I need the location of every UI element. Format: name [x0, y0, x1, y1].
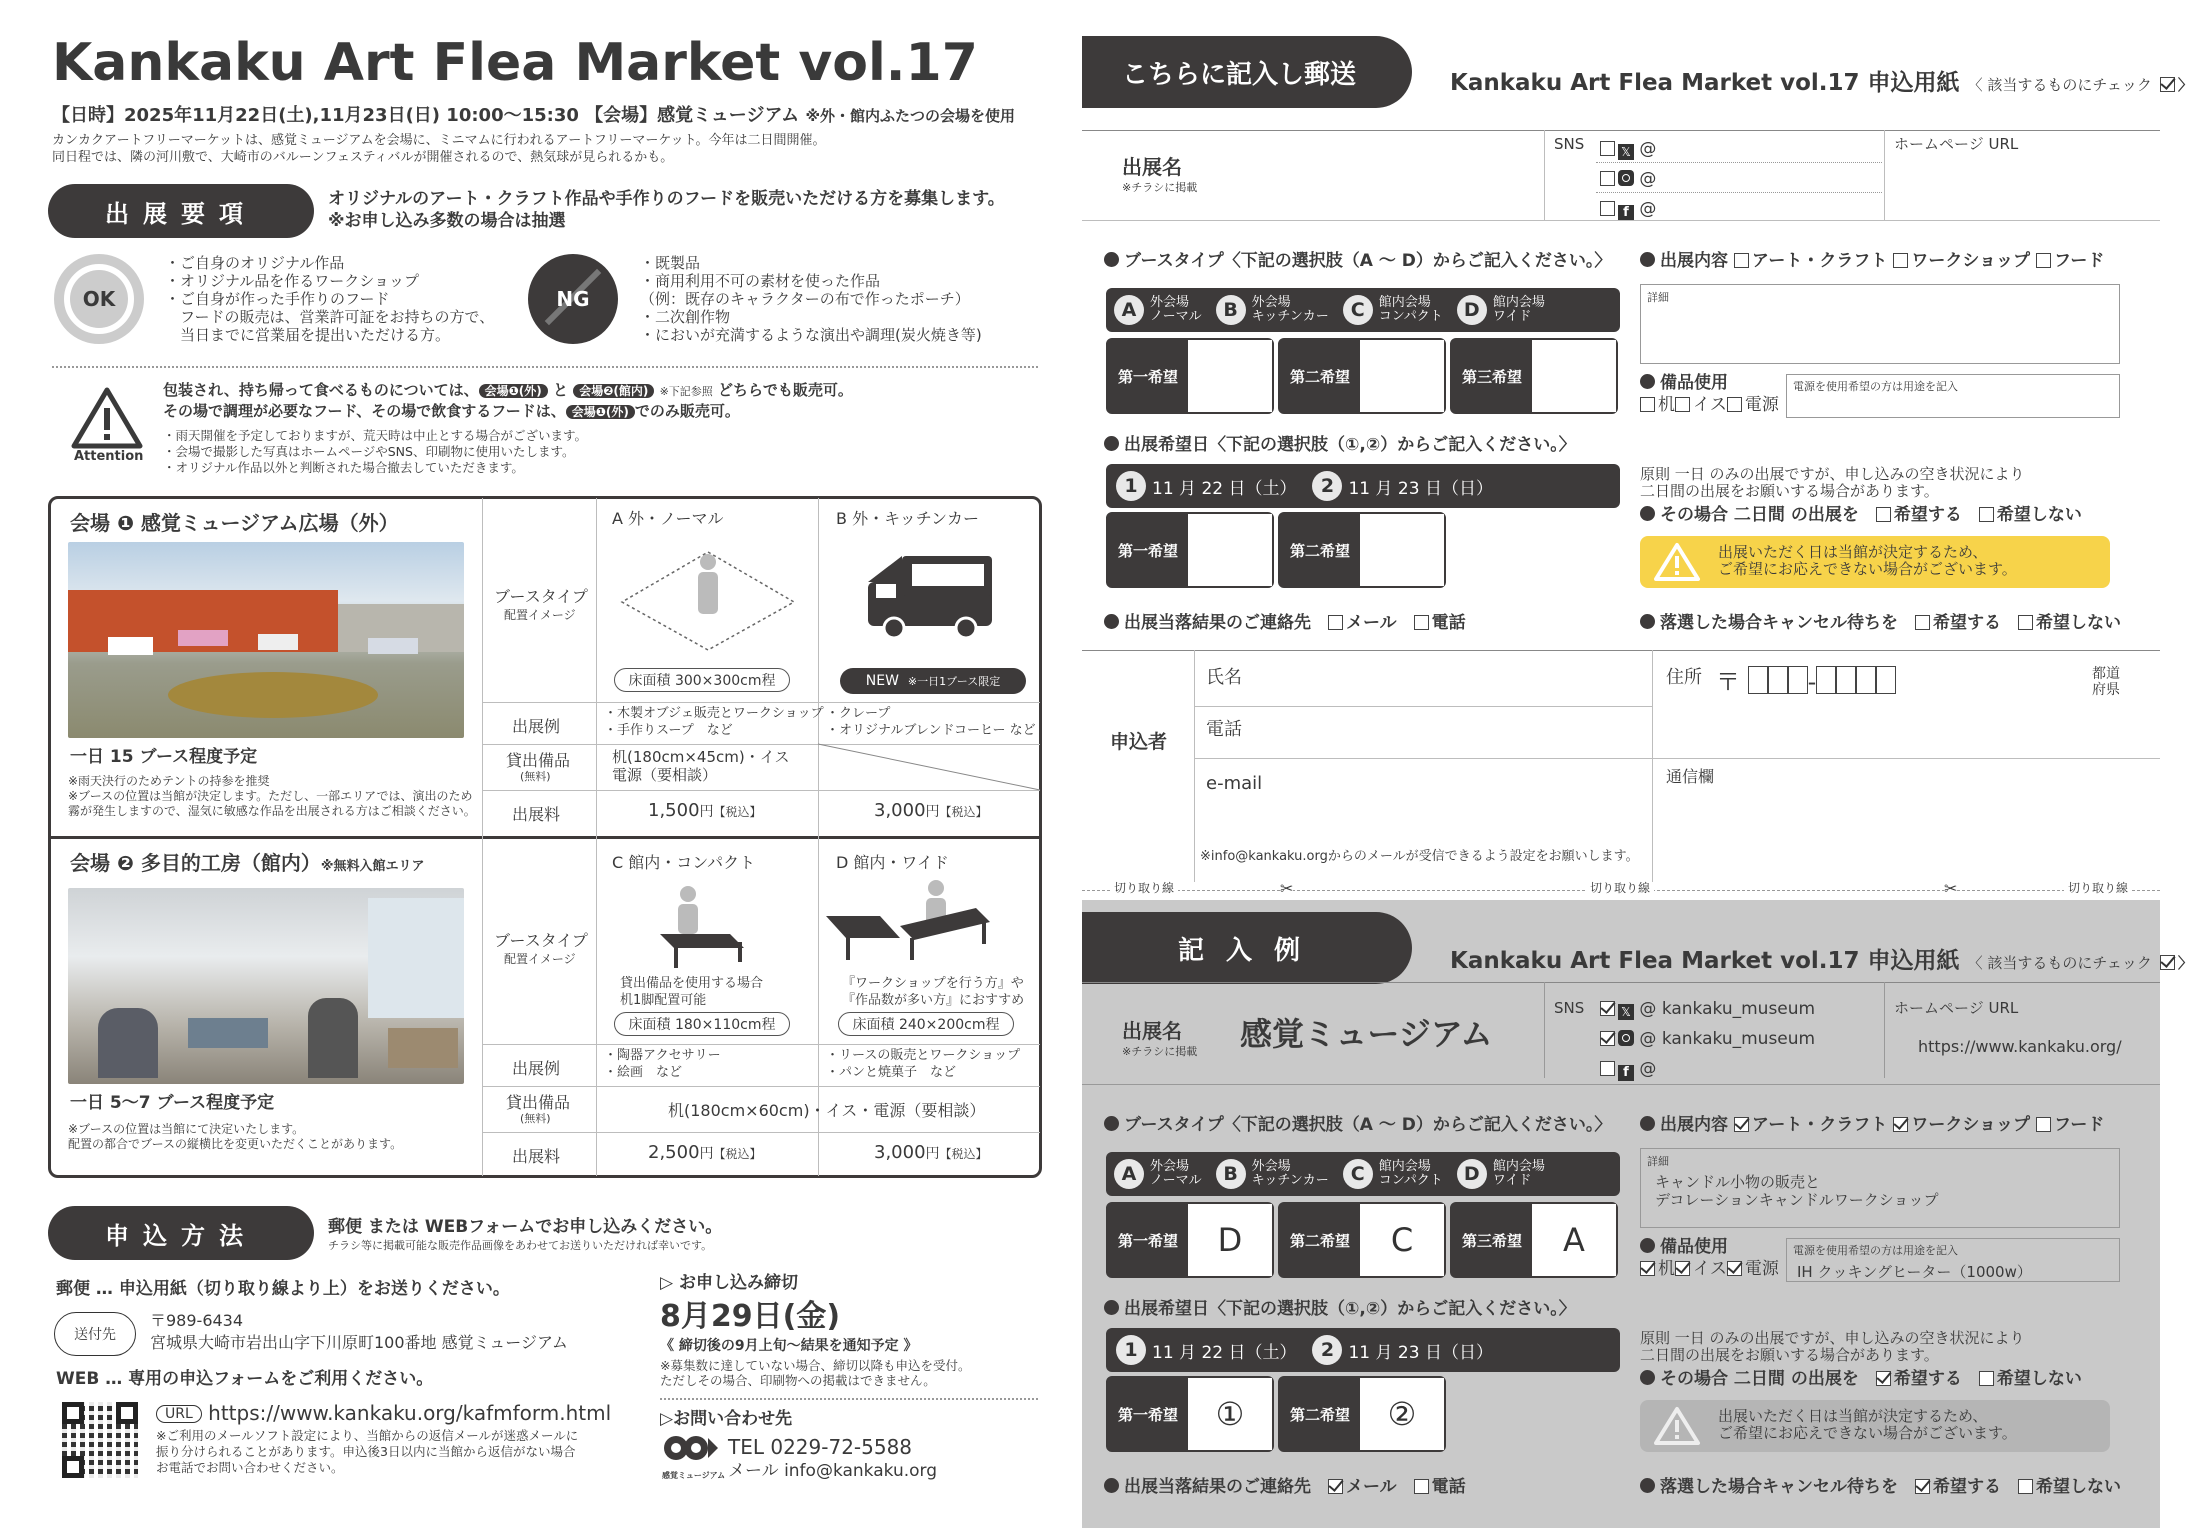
booth-d-examples: ・リースの販売とワークショップ ・パンと焼菓子 など	[826, 1048, 1021, 1080]
example-equip-checkboxes: 机 イス 電源	[1640, 1260, 1779, 1280]
sns-fields[interactable]: 𝕏 @ @ f @	[1600, 134, 1656, 224]
instagram-checkbox[interactable]	[1600, 171, 1615, 186]
cancel-wait: 落選した場合キャンセル待ちを 希望する 希望しない	[1640, 614, 2121, 634]
instagram-icon	[1618, 1030, 1634, 1046]
two-day-note: 原則 一日 のみの出展ですが、申し込みの空き状況により 二日間の出展をお願いする場合があります。	[1640, 465, 2025, 500]
exhibit-name-sub: ※チラシに掲載	[1122, 181, 1198, 194]
row-rental-sub-2: (無料)	[520, 1112, 551, 1125]
date-head: 出展希望日〈下記の選択肢（①,②）からご記入ください。〉	[1104, 436, 1576, 456]
address: 宮城県大崎市岩出山字下川原町100番地 感覚ミュージアム	[150, 1333, 568, 1352]
example-date-options: 1 11 月 22 日（土） 2 11 月 23 日（日）	[1106, 1328, 1620, 1372]
equip-head: 備品使用	[1640, 374, 1728, 394]
kitchen-car-icon	[866, 552, 996, 640]
col-d-label: D 館内・ワイド	[836, 853, 949, 872]
qr-code[interactable]	[62, 1402, 138, 1478]
date-options-bar: 1 11 月 22 日（土） 2 11 月 23 日（日）	[1106, 464, 1620, 508]
applicant-label: 申込者	[1110, 731, 1168, 753]
booth-a-illustration	[616, 546, 800, 656]
deadline-sub: 《 締切後の9月上旬～結果を通知予定 》	[660, 1338, 918, 1354]
prefecture-label: 都道 府県	[2092, 666, 2120, 698]
booth-b-examples: ・クレープ ・オリジナルブレンドコーヒー など	[826, 706, 1036, 738]
attention-label: Attention	[74, 449, 144, 464]
example-booth-pref-1: 第一希望 D	[1106, 1202, 1274, 1278]
date-pref-2[interactable]: 第二希望	[1278, 512, 1446, 588]
example-hp-value: https://www.kankaku.org/	[1918, 1037, 2122, 1056]
venue-divider	[48, 836, 1042, 839]
apply-sub: チラシ等に掲載可能な販売作品画像をあわせてお送りいただければ幸いです。	[328, 1239, 713, 1252]
booth-cd-rental: 机(180cm×60cm)・イス・電源（要相談）	[668, 1101, 986, 1120]
attention-notes: ・雨天開催を予定しておりますが、荒天時は中止とする場合がございます。 ・会場で撮影した写真はホームページやSNS、印刷物に使用いたします。 ・オリジナル作品以外と判断された場合撤去していただきます。	[163, 428, 588, 475]
example-date-pref-2: 第二希望 ②	[1278, 1376, 1446, 1452]
booth-d-fee: 3,000円【税込】	[874, 1142, 988, 1163]
row-booth-label-2: ブースタイプ	[494, 931, 588, 950]
ok-icon: OK	[54, 254, 144, 344]
booth-a-fee: 1,500円【税込】	[648, 800, 762, 821]
warning-banner: 出展いただく日は当館が決定するため、 ご希望にお応えできない場合がございます。	[1640, 536, 2110, 588]
col-b-label: B 外・キッチンカー	[836, 509, 979, 528]
deadline-notes: ※募集数に達していない場合、締切以降も申込を受付。 ただしその場合、印刷物への掲載はできません。	[660, 1358, 971, 1388]
example-booth-pref-3: 第三希望 A	[1450, 1202, 1618, 1278]
museum-logo: 感覚ミュージアム	[662, 1432, 718, 1480]
booth-a-rental: 机(180cm×45cm)・イス 電源（要相談）	[612, 748, 790, 784]
facebook-checkbox[interactable]	[1600, 201, 1615, 216]
row-booth-label: ブースタイプ	[494, 587, 588, 606]
row-rental-label-2: 貸出備品	[506, 1093, 571, 1112]
equip-checkboxes[interactable]: 机 イス 電源	[1640, 396, 1779, 416]
content-art-checkbox[interactable]	[1734, 253, 1749, 268]
form-tab: こちらに記入し郵送	[1082, 36, 1412, 108]
form-url-link[interactable]: URL https://www.kankaku.org/kafmform.html	[156, 1402, 611, 1425]
booth-c-note: 貸出備品を使用する場合 机1脚配置可能	[620, 976, 764, 1008]
example-name-value: 感覚ミュージアム	[1240, 1015, 1493, 1053]
booth-b-fee: 3,000円【税込】	[874, 800, 988, 821]
booth-d-note: 『ワークショップを行う方』や 『作品数が多い方』におすすめ	[842, 976, 1025, 1008]
mail-head: 郵便 … 申込用紙（切り取り線より上）をお送りください。	[56, 1279, 510, 1299]
ok-list: ・ご自身のオリジナル作品 ・オリジナル品を作るワークショップ ・ご自身が作った手作りのフード フードの販売は、営業許可証をお持ちの方で、 当日までに営業届を提出いただける方。	[165, 254, 495, 344]
zip-code: 〒989-6434	[150, 1311, 244, 1330]
example-tab: 記入例	[1082, 912, 1412, 984]
apply-text: 郵便 または WEBフォームでお申し込みください。	[328, 1217, 723, 1237]
booth-pref-1[interactable]: 第一希望	[1106, 338, 1274, 414]
example-booth-options: A 外会場 ノーマル B 外会場 キッチンカー C 館内会場 コンパクト D 館内会場 ワイド	[1106, 1152, 1620, 1196]
requirements-lottery: ※お申し込み多数の場合は抽選	[328, 211, 566, 231]
requirements-text: オリジナルのアート・クラフト作品や手作りのフードを販売いただける方を募集します。	[328, 189, 1005, 209]
row-example-label-1: 出展例	[512, 717, 561, 736]
scissors-icon: ✂	[1944, 879, 1958, 898]
x-icon: 𝕏	[1618, 144, 1634, 160]
contact-mail: メール info@kankaku.org	[728, 1461, 938, 1481]
example-two-day: その場合 二日間 の出展を 希望する 希望しない	[1640, 1370, 2082, 1390]
two-day-choice: その場合 二日間 の出展を 希望する 希望しない	[1640, 506, 2082, 526]
row-example-label-2: 出展例	[512, 1059, 561, 1078]
booth-c-area: 床面積 180×110cm程	[614, 1012, 790, 1036]
venue2-notes: ※ブースの位置は当館にて決定いたします。 配置の都合でブースの縦横比を変更いただくことがあります。	[68, 1122, 403, 1151]
event-date-line: 【日時】2025年11月22日(土),11月23日(日) 10:00～15:30 【会場】感覚ミュージアム ※外・館内ふたつの会場を使用	[52, 105, 1016, 126]
content-detail-field[interactable]: 詳細	[1640, 284, 2120, 364]
page: Kankaku Art Flea Market vol.17 【日時】2025年11月22日(土),11月23日(日) 10:00～15:30 【会場】感覚ミュージアム ※外・館内ふたつの会場を使用 カンカクアートフリーマーケットは、感覚ミュージアムを会場に、ミニマムに行われるアートフリーマーケット。今年は二日間開催。 同日程では、隣の河川敷で、大崎市のバルーンフェスティバルが開催されるので、熱気球が見られるかも。 出展要項 オリジナルのアート・クラフト作品や手作りのフードを販売いただける方を募集します。 ※お申し込み多数の場合は抽選 OK ・ご自身のオリジナル作品 ・オリジナル品を作るワークショップ ・ご自身が作った手作りのフード フードの販売は、営業許可証をお持ちの方で、 当日までに営業届を提出いただける方。 NG ・既製品 ・商用利用不可の素材を使った作品 （例：既存のキャラクターの布で作ったポーチ） ・二次創作物 ・においが充満するような演出や調理(炭火焼き等) Attention 包装され、持ち帰って食べるものについては、 会場❶(外) と 会場❷(館内) ※下記参照 どちらでも販売可。 その場で調理が必要なフード、その場で飲食するフードは、 会場❶(外) でのみ販売可。 ・雨天開催を予定しておりますが、荒天時は中止とする場合がございます。 ・会場で撮影した写真はホームページやSNS、印刷物に使用いたします。 ・オリジナル作品以外と判断された場合撤去していただきます。 会場 ❶ 感覚ミュージアム広場（外） 一日 15 ブース程度予定 ※雨天決行のためテントの持参を推奨 ※ブースの位置は当館が決定します。ただし、一部エリアでは、演出のため 霧が発生しますので、湿気に敏感な作品を出展される方はご相談ください。 ブースタイプ 配置イメージ A 外・ノーマル B 外・キッチンカー 床面積 300×300cm程 NEW ※一日1ブース限定 出展例 ・木製オブジェ販売とワークショップ ・手作りスープ など ・クレープ ・オリジナルブレンドコーヒー など 貸出備品 (無料) 机(180cm×45cm)・イス 電源（要相談） 出展料 1,500円【税込】 3,000円【税込】 会場 ❷ 多目的工房（館内）※無料入館エリア 一日 5～7 ブース程度予定 ※ブースの位置は当館にて決定いたします。 配置の都合でブースの縦横比を変更いただくことがあります。 ブースタイプ 配置イメージ C 館内・コンパクト D 館内・ワイド 貸出備品を使用する場合 机1脚配置可能 『ワークショップを行う方』や 『作品数が多い方』におすすめ 床面積 180×110cm程 床面積 240×200cm程 出展例 ・陶器アクセサリー ・絵画 など ・リースの販売とワークショップ ・パンと焼菓子 など 貸出備品 (無料) 机(180cm×60cm)・イス・電源（要相談） 出展料 2,500円【税込】 3,000円【税込】 申込方法 郵便 または WEBフォームでお申し込みください。 チラシ等に掲載可能な販売作品画像をあわせてお送りいただければ幸いです。 郵便 … 申込用紙（切り取り線より上）をお送りください。 送付先 〒989-6434 宮城県大崎市岩出山字下川原町100番地 感覚ミュージアム WEB … 専用の申込フォームをご利用ください。 URL https://www.kankaku.org/kafmform.html ※ご利用のメールソフト設定により、当館からの返信メールが迷惑メールに 振り分けられることがあります。申込後3日以内に当館から返信がない場合 お電話でお問い合わせください。 ▷ お申し込み締切 8月29日(金) 《 締切後の9月上旬～結果を通知予定 》 ※募集数に達していない場合、締切以降も申込を受付。 ただしその場合、印刷物への掲載はできません。 ▷お問い合わせ先 感覚ミュージアム TEL 0229-72-5588 メール info@kankaku.org こちらに記入し郵送 Kankaku Art Flea Market vol.17 申込用紙 〈 該当するものにチェック 〉 出展名 ※チラシに掲載 SNS 𝕏 @ @ f @ ホームページ URL ブースタイプ〈下記の選択肢（A ～ D）からご記入ください。〉 A 外会場 ノーマル B 外会場 キッチンカー C 館内会場 コンパクト D 館内会場 ワイド 第一希望 第二希望 第三希望 出展希望日〈下記の選択肢（①,②）からご記入ください。〉 1 11 月 22 日（土） 2 11 月 23 日（日） 第一希望 第二希望 出展当落結果のご連絡先 メール 電話 出展内容 アート・クラフト ワークショップ フード 詳細 備品使用 机 イス 電源 電源を使用希望の方は用途を記入 原則 一日 のみの出展ですが、申し込みの空き状況により 二日間の出展をお願いする場合があります。 その場合 二日間 の出展を 希望する 希望しない 出展いただく日は当館が決定するため、 ご希望にお応えできない場合がございます。 落選した場合キャンセル待ちを 希望する 希望しない 申込者 氏名 電話 e-mail ※info@kankaku.orgからのメールが受信できるよう設定をお願いします。 住所 〒 - 都道 府県 通信欄 切り取り線 ✂ 切り取り線 ✂ 切り取り線 記入例 Kankaku Art Flea Market vol.17 申込用紙 〈 該当するものにチェック 〉 出展名 ※チラシに掲載 感覚ミュージアム SNS 𝕏 @ kankaku_museum @ kankaku_museum f @ ホームページ URL https://www.kankaku.org/ ブースタイプ〈下記の選択肢（A ～ D）からご記入ください。〉 A 外会場 ノーマル B 外会場 キッチンカー C 館内会場 コンパクト D 館内会場 ワイド 第一希望 D 第二希望 C 第三希望 A 出展希望日〈下記の選択肢（①,②）からご記入ください。〉 1 11 月 22 日（土） 2 11 月 23 日（日） 第一希望 ① 第二希望 ② 出展当落結果のご連絡先 メール 電話 出展内容 アート・クラフト ワークショップ フード 詳細 キャンドル小物の販売と デコレーションキャンドルワークショップ 備品使用 机 イス 電源 電源を使用希望の方は用途を記入 IH クッキングヒーター（1000w） 原則 一日 のみの出展ですが、申し込みの空き状況により 二日間の出展をお願いする場合があります。 その場合 二日間 の出展を 希望する 希望しない 出展いただく日は当館が決定するため、 ご希望にお応えできない場合がございます。 落選した場合キャンセル待ちを 希望する 希望しない	[0, 0, 2160, 1528]
example-result-contact: 出展当落結果のご連絡先 メール 電話	[1104, 1478, 1466, 1498]
warning-icon	[1654, 542, 1700, 582]
date-pref-1[interactable]: 第一希望	[1106, 512, 1274, 588]
attention-line-1: 包装され、持ち帰って食べるものについては、 会場❶(外) と 会場❷(館内) ※下記参照 どちらでも販売可。	[163, 381, 853, 399]
booth-c-illustration	[640, 880, 760, 970]
row-booth-sub-2: 配置イメージ	[504, 952, 576, 966]
row-fee-label-1: 出展料	[512, 805, 561, 824]
intro-line-2: 同日程では、隣の河川敷で、大崎市のバルーンフェスティバルが開催されるので、熱気球が見られるかも。	[52, 150, 674, 165]
divider	[52, 366, 1038, 368]
applicant-email-note: ※info@kankaku.orgからのメールが受信できるよう設定をお願いします。	[1200, 849, 1639, 864]
address-zip-boxes[interactable]: 〒 -	[1716, 666, 1896, 697]
x-checkbox[interactable]	[1600, 141, 1615, 156]
booth-b-new-badge: NEW ※一日1ブース限定	[840, 668, 1026, 694]
col-a-label: A 外・ノーマル	[612, 509, 724, 528]
warning-icon	[1654, 1406, 1700, 1446]
instagram-icon	[1618, 170, 1634, 186]
intro-line-1: カンカクアートフリーマーケットは、感覚ミュージアムを会場に、ミニマムに行われるアートフリーマーケット。今年は二日間開催。	[52, 133, 826, 148]
send-to-badge: 送付先	[54, 1312, 136, 1356]
booth-pref-2[interactable]: 第二希望	[1278, 338, 1446, 414]
content-food-checkbox[interactable]	[2036, 253, 2051, 268]
example-equip-purpose: 電源を使用希望の方は用途を記入 IH クッキングヒーター（1000w）	[1786, 1238, 2120, 1282]
example-content: 出展内容 アート・クラフト ワークショップ フード	[1640, 1116, 2104, 1136]
sns-label: SNS	[1554, 135, 1585, 153]
page-title: Kankaku Art Flea Market vol.17	[52, 33, 978, 93]
ng-icon: NG	[528, 254, 618, 344]
booth-a-examples: ・木製オブジェ販売とワークショップ ・手作りスープ など	[604, 706, 824, 738]
comments-label: 通信欄	[1666, 767, 1715, 786]
venue1-count: 一日 15 ブース程度予定	[70, 747, 258, 767]
contact-divider	[660, 1398, 1038, 1400]
booth-a-area: 床面積 300×300cm程	[614, 668, 790, 692]
requirements-pill: 出展要項	[48, 184, 314, 238]
web-head: WEB … 専用の申込フォームをご利用ください。	[56, 1369, 434, 1389]
x-icon: 𝕏	[1618, 1004, 1634, 1020]
contact-head: ▷お問い合わせ先	[660, 1409, 793, 1429]
deadline-head: ▷ お申し込み締切	[660, 1273, 798, 1293]
homepage-label: ホームページ URL	[1894, 135, 2019, 153]
ng-list: ・既製品 ・商用利用不可の素材を使った作品 （例：既存のキャラクターの布で作ったポーチ） ・二次創作物 ・においが充満するような演出や調理(炭火焼き等)	[640, 254, 982, 344]
booth-c-examples: ・陶器アクセサリー ・絵画 など	[604, 1048, 721, 1080]
content-ws-checkbox[interactable]	[1893, 253, 1908, 268]
booth-d-illustration	[820, 874, 1000, 970]
booth-pref-3[interactable]: 第三希望	[1450, 338, 1618, 414]
apply-pill: 申込方法	[48, 1206, 314, 1260]
venue2-title: 会場 ❷ 多目的工房（館内）※無料入館エリア	[70, 851, 425, 875]
equip-purpose-field[interactable]: 電源を使用希望の方は用途を記入	[1786, 374, 2120, 418]
contact-tel: TEL 0229-72-5588	[728, 1435, 913, 1459]
venue1-title: 会場 ❶ 感覚ミュージアム広場（外）	[70, 511, 399, 535]
applicant-email-label: e-mail	[1206, 773, 1263, 794]
result-mail-checkbox[interactable]	[1328, 615, 1343, 630]
row-booth-sub: 配置イメージ	[504, 608, 576, 622]
deadline-date: 8月29日(金)	[660, 1299, 841, 1334]
kitchen-car-no-rental-slash	[818, 744, 1040, 790]
booth-type-head: ブースタイプ〈下記の選択肢（A ～ D）からご記入ください。〉	[1104, 252, 1611, 272]
booth-options-bar: A 外会場 ノーマル B 外会場 キッチンカー C 館内会場 コンパクト D 館内会場 ワイド	[1106, 288, 1620, 332]
attention-icon	[70, 386, 144, 456]
facebook-icon: f	[1618, 205, 1634, 221]
exhibit-name-field[interactable]	[1300, 146, 1540, 210]
example-sns-fields: 𝕏 @ kankaku_museum @ kankaku_museum f @	[1600, 994, 1815, 1084]
venue1-notes: ※雨天決行のためテントの持参を推奨 ※ブースの位置は当館が決定します。ただし、一部エリアでは、演出のため 霧が発生しますので、湿気に敏感な作品を出展される方はご相談ください。	[68, 774, 476, 818]
form-title: Kankaku Art Flea Market vol.17 申込用紙 〈 該当するものにチェック 〉	[1450, 70, 2193, 96]
example-cancel-wait: 落選した場合キャンセル待ちを 希望する 希望しない	[1640, 1478, 2121, 1498]
result-contact: 出展当落結果のご連絡先 メール 電話	[1104, 614, 1466, 634]
example-form-title: Kankaku Art Flea Market vol.17 申込用紙 〈 該当するものにチェック 〉	[1450, 948, 2193, 974]
row-fee-label-2: 出展料	[512, 1147, 561, 1166]
venue1-photo	[68, 542, 464, 738]
attention-line-2: その場で調理が必要なフード、その場で飲食するフードは、 会場❶(外) でのみ販売可。	[163, 402, 740, 420]
example-booth-pref-2: 第二希望 C	[1278, 1202, 1446, 1278]
example-detail: 詳細 キャンドル小物の販売と デコレーションキャンドルワークショップ	[1640, 1148, 2120, 1228]
venue2-photo	[68, 888, 464, 1084]
content-head: 出展内容 アート・クラフト ワークショップ フード	[1640, 252, 2104, 272]
col-c-label: C 館内・コンパクト	[612, 853, 756, 872]
facebook-icon: f	[1618, 1065, 1634, 1081]
row-rental-label-1: 貸出備品	[506, 751, 571, 770]
venue2-count: 一日 5～7 ブース程度予定	[70, 1093, 275, 1113]
booth-d-area: 床面積 240×200cm程	[838, 1012, 1014, 1036]
exhibit-name-label: 出展名	[1122, 155, 1182, 179]
scissors-icon: ✂	[1280, 879, 1294, 898]
result-tel-checkbox[interactable]	[1414, 615, 1429, 630]
example-date-pref-1: 第一希望 ①	[1106, 1376, 1274, 1452]
booth-c-fee: 2,500円【税込】	[648, 1142, 762, 1163]
row-rental-sub-1: (無料)	[520, 770, 551, 783]
applicant-name-label: 氏名	[1206, 667, 1242, 688]
address-label: 住所	[1666, 667, 1702, 688]
applicant-tel-label: 電話	[1206, 719, 1242, 740]
web-notes: ※ご利用のメールソフト設定により、当館からの返信メールが迷惑メールに 振り分けられることがあります。申込後3日以内に当館から返信がない場合 お電話でお問い合わせください。	[156, 1428, 579, 1475]
example-warning-banner: 出展いただく日は当館が決定するため、 ご希望にお応えできない場合がございます。	[1640, 1400, 2110, 1452]
